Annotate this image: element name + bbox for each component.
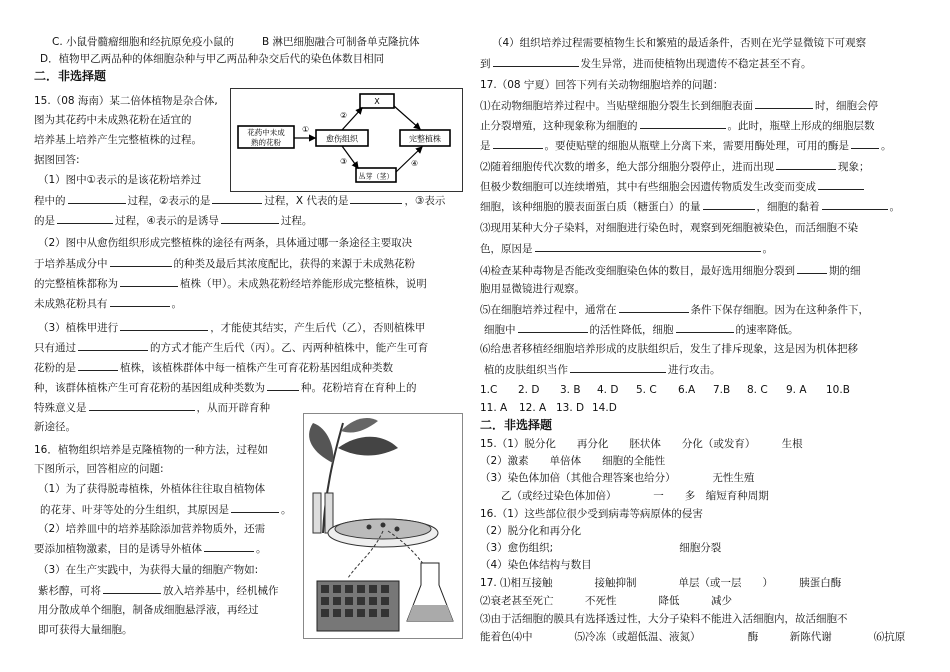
answer-item: 8. C (747, 384, 768, 396)
q17-4-line1: ⑷检查某种毒物是否能改变细胞染色体的数目，最好选用细胞分裂到 期的细 (480, 265, 861, 277)
tissue-culture-illustration (303, 413, 463, 639)
q17-3-line1: ⑶现用某种大分子染料，对细胞进行染色时，观察到死细胞被染色，而活细胞不染 (480, 222, 858, 234)
q15-3-line3: 花粉的是 植株，该植株群体中每一植株产生可育花粉基因组成种类数 (34, 362, 393, 374)
q16-2-line1: （2）培养皿中的培养基除添加营养物质外，还需 (38, 523, 266, 535)
q15-3-line4: 种，该群体植株产生可育花粉的基因组成种类数为 种。花粉培育在育种上的 (34, 382, 417, 394)
q15-1-line1: （1）图中①表示的是该花粉培养过 (38, 174, 202, 186)
svg-text:④: ④ (411, 159, 419, 168)
q17-1-line1: ⑴在动物细胞培养过程中。当贴壁细胞分裂生长到细胞表面 时，细胞会停 (480, 100, 878, 112)
q16-4-line1: （4）组织培养过程需要植物生长和繁殖的最适条件，否则在光学显微镜下可观察 (492, 37, 867, 49)
ans17-line4: 能着色⑷中 ⑸冷冻（或超低温、液氮） 酶 新陈代谢 ⑹抗原 (480, 631, 906, 643)
answer-item: 7.B (713, 384, 731, 396)
q15-line2: 图为其花药中未成熟花粉在适宜的 (34, 114, 192, 126)
svg-text:花药中未成: 花药中未成 (247, 128, 285, 137)
flow-diagram (230, 88, 463, 192)
q15-3-line6: 新途径。 (34, 421, 76, 433)
ans16-line2: （2）脱分化和再分化 (480, 525, 582, 537)
answer-item: 9. A (786, 384, 807, 396)
ans15-line2: （2）激素 单倍体 细胞的全能性 (480, 455, 666, 467)
q16-line1: 16．植物组织培养是克隆植物的一种方法，过程如 (34, 444, 268, 456)
q17-4-line2: 胞用显微镜进行观察。 (480, 283, 585, 295)
q17-3-line2: 色，原因是 。 (480, 243, 773, 255)
q15-2-line2: 于培养基成分中 的种类及最后其浓度配比，获得的来源于未成熟花粉 (34, 258, 415, 270)
q17-2-line1: ⑵随着细胞传代次数的增多，绝大部分细胞分裂停止，进而出现 现象； (480, 161, 870, 173)
ans16-line1: 16.（1）这些部位很少受到病毒等病原体的侵害 (480, 508, 703, 520)
option-c: C. 小鼠骨髓瘤细胞和经抗原免疫小鼠的 (52, 36, 235, 48)
q15-1-line2: 程中的 过程，②表示的是 过程，X 代表的是 ，③表示 (34, 195, 446, 207)
ans17-line2: ⑵衰老甚至死亡 不死性 降低 减少 (480, 595, 732, 607)
q16-3-line4: 即可获得大量细胞。 (38, 624, 133, 636)
q16-3-line3: 用分散成单个细胞，制备成细胞悬浮液，再经过 (38, 604, 259, 616)
ans15-line3: （3）染色体加倍（其他合理答案也给分） 无性生殖 (480, 472, 755, 484)
answer-item: 2. D (518, 384, 540, 396)
answer-item: 10.B (826, 384, 850, 396)
q15-line4: 据图回答: (34, 154, 80, 166)
option-c-cont: B 淋巴细胞融合可制备单克隆抗体 (262, 36, 420, 48)
ans17-line3: ⑶由于活细胞的膜具有选择透过性，大分子染料不能进入活细胞内，故活细胞不 (480, 613, 848, 625)
q17-2-line2: 但极少数细胞可以连续增殖，其中有些细胞会因遗传物质发生改变而变成 (480, 179, 866, 194)
q15-3-line5: 特殊意义是 ，从而开辟育种 (34, 402, 270, 414)
q15-1-line3: 的是 过程，④表示的是诱导 过程。 (34, 215, 313, 227)
svg-text:③: ③ (340, 157, 348, 166)
svg-text:②: ② (340, 111, 348, 120)
q15-3-line1: （3）植株甲进行 ，才能使其结实，产生后代（乙），否则植株甲 (38, 322, 426, 334)
q17-5-line2: 细胞中 的活性降低，细胞 的速率降低。 (484, 324, 799, 336)
answer-item: 3. B (560, 384, 581, 396)
answer-item: 13. D (556, 402, 585, 414)
answer-item: 5. C (636, 384, 657, 396)
answer-item: 14.D (592, 402, 617, 414)
q17-title: 17.（08 宁夏）回答下列有关动物细胞培养的问题： (480, 79, 724, 91)
ans15-line1: 15.（1）脱分化 再分化 胚状体 分化（或发育） 生根 (480, 438, 803, 450)
option-d: D．植物甲乙两品种的体细胞杂种与甲乙两品种杂交后代的染色体数目相同 (40, 53, 385, 65)
svg-text:丛芽（茎）: 丛芽（茎） (358, 172, 394, 181)
ans16-line3: （3）愈伤组织; 细胞分裂 (480, 542, 722, 554)
svg-text:①: ① (302, 125, 310, 134)
answer-item: 12. A (519, 402, 547, 414)
q17-5-line1: ⑸在细胞培养过程中，通常在 条件下保存细胞。因为在这种条件下， (480, 304, 869, 316)
q16-3-line2: 紫杉醇，可将 放入培养基中，经机械作 (38, 585, 279, 597)
answer-item: 4. D (597, 384, 619, 396)
svg-text:熟的花粉: 熟的花粉 (251, 138, 281, 147)
answer-item: 1.C (480, 384, 498, 396)
q15-2-line3: 的完整植株都称为 植株（甲）。未成熟花粉经培养能形成完整植株，说明 (34, 278, 427, 290)
ans17-line1: 17. ⑴相互接触 接触抑制 单层（或一层 ） 胰蛋白酶 (480, 577, 842, 589)
q17-1-line3: 是 。要使贴壁的细胞从瓶壁上分离下来，需要用酶处理，可用的酶是 。 (480, 140, 892, 152)
q15-3-line2: 只有通过 的方式才能产生后代（丙）。乙、丙两种植株中，能产生可育 (34, 342, 429, 354)
q16-2-line2: 要添加植物激素，目的是诱导外植体 。 (34, 543, 267, 555)
q16-3-line1: （3）在生产实践中，为获得大量的细胞产物如: (38, 564, 259, 576)
q16-line2: 下图所示，回答相应的问题: (34, 463, 164, 475)
ans16-line4: （4）染色体结构与数目 (480, 559, 592, 571)
svg-text:X: X (374, 97, 380, 106)
q17-1-line2: 止分裂增殖，这种现象称为细胞的 。此时，瓶壁上形成的细胞层数 (480, 120, 875, 132)
svg-text:完整植株: 完整植株 (409, 134, 441, 144)
q16-1-line2: 的花芽、叶芽等处的分生组织，其原因是 。 (40, 504, 292, 516)
ans15-line4: 乙（或经过染色体加倍） 一 多 缩短育种周期 (480, 490, 769, 502)
section-heading-right: 二．非选择题 (480, 418, 553, 432)
q15-2-line1: （2）图中从愈伤组织形成完整植株的途径有两条，具体通过哪一条途径主要取决 (38, 237, 413, 249)
q17-6-line1: ⑹给患者移植经细胞培养形成的皮肤组织后，发生了排斥现象，这是因为机体把移 (480, 343, 858, 355)
q17-6-line2: 植的皮肤组织当作 进行攻击。 (484, 364, 721, 376)
q16-1-line1: （1）为了获得脱毒植株，外植体往往取自植物体 (38, 483, 266, 495)
q16-4-line2: 到 发生异常，进而使植物出现遗传不稳定甚至不育。 (480, 58, 812, 70)
q15-line3: 培养基上培养产生完整植株的过程。 (34, 134, 202, 146)
svg-text:愈伤组织: 愈伤组织 (326, 134, 358, 144)
q17-2-line3: 细胞，该种细胞的膜表面蛋白质（糖蛋白）的量 ，细胞的黏着 。 (480, 201, 900, 213)
answer-item: 11. A (480, 402, 508, 414)
section-heading-left: 二．非选择题 (34, 69, 107, 83)
q15-line1: 15.（08 海南）某二倍体植物是杂合体, (34, 95, 218, 107)
answer-item: 6.A (678, 384, 696, 396)
q15-2-line4: 未成熟花粉具有 。 (34, 298, 182, 310)
